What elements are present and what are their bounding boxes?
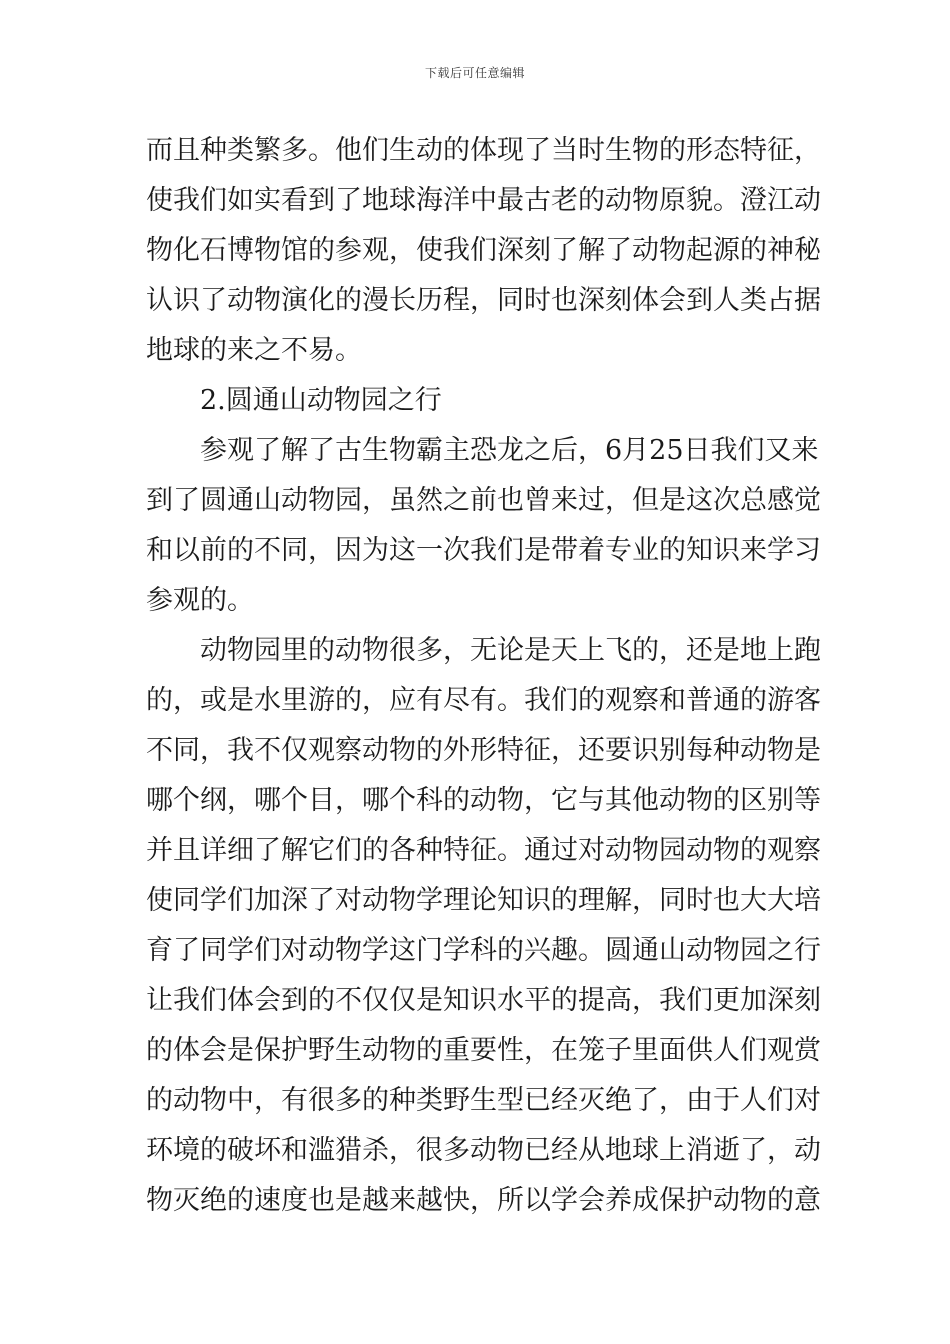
text-line: 参观的。 [146, 585, 254, 616]
text-line: 地球的来之不易。 [146, 335, 362, 366]
text-line: 使同学们加深了对动物学理论知识的理解，同时也大大培 [146, 885, 821, 916]
page-header: 下载后可任意编辑 [424, 66, 525, 80]
text-line: 不同，我不仅观察动物的外形特征，还要识别每种动物是 [146, 735, 821, 766]
text-line: 物化石博物馆的参观，使我们深刻了解了动物起源的神秘 [146, 235, 821, 266]
body-text [146, 126, 821, 1226]
text-line: 到了圆通山动物园，虽然之前也曾来过，但是这次总感觉 [146, 485, 821, 516]
text-line: 认识了动物演化的漫长历程，同时也深刻体会到人类占据 [146, 285, 821, 316]
section-heading: 2.圆通山动物园之行 [200, 385, 442, 416]
text-line: 并且详细了解它们的各种特征。通过对动物园动物的观察 [146, 835, 821, 866]
text-line: 而且种类繁多。他们生动的体现了当时生物的形态特征， [146, 135, 821, 166]
text-line: 和以前的不同，因为这一次我们是带着专业的知识来学习 [146, 535, 821, 566]
text-line: 物灭绝的速度也是越来越快，所以学会养成保护动物的意 [146, 1185, 821, 1216]
paragraph-start: 参观了解了古生物霸主恐龙之后，6月25日我们又来 [200, 435, 819, 466]
text-line: 育了同学们对动物学这门学科的兴趣。圆通山动物园之行 [146, 935, 821, 966]
text-line: 环境的破坏和滥猎杀，很多动物已经从地球上消逝了，动 [146, 1135, 821, 1166]
text-line: 的，或是水里游的，应有尽有。我们的观察和普通的游客 [146, 685, 821, 716]
text-line: 使我们如实看到了地球海洋中最古老的动物原貌。澄江动 [146, 185, 821, 216]
text-line: 的动物中，有很多的种类野生型已经灭绝了，由于人们对 [146, 1085, 821, 1116]
text-line: 让我们体会到的不仅仅是知识水平的提高，我们更加深刻 [146, 985, 821, 1016]
paragraph-start: 动物园里的动物很多，无论是天上飞的，还是地上跑 [200, 635, 821, 666]
text-line: 哪个纲，哪个目，哪个科的动物，它与其他动物的区别等 [146, 785, 821, 816]
text-line: 的体会是保护野生动物的重要性，在笼子里面供人们观赏 [146, 1035, 821, 1066]
